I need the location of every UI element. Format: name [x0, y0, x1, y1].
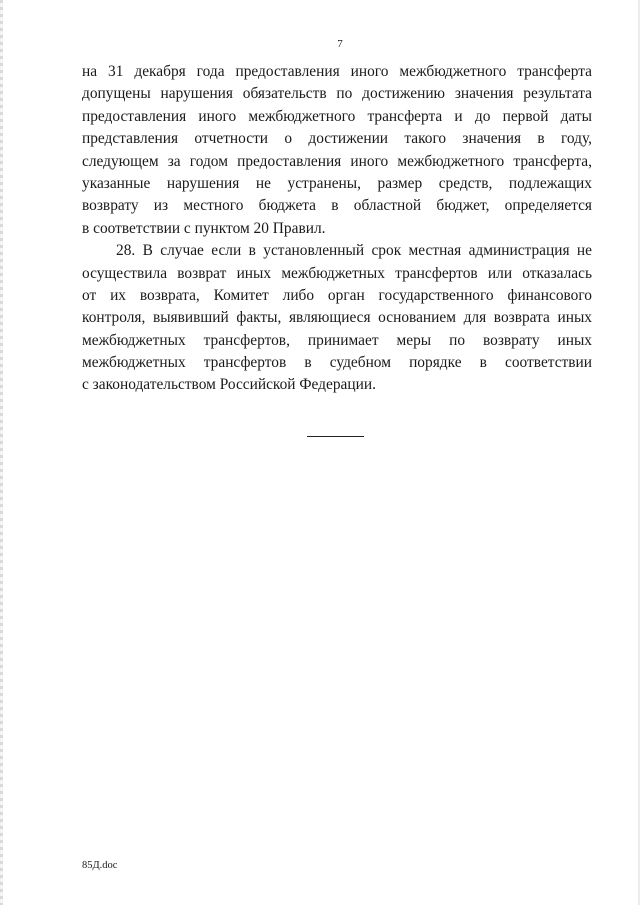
text-line: 28. В случае если в установленный срок местная администрация не — [116, 242, 592, 260]
text-line: межбюджетных трансфертов, принимает меры по возврату иных — [82, 331, 592, 349]
text-line: следующем за годом предоставления иного межбюджетного трансферта, — [82, 152, 592, 170]
paragraph-continuation — [82, 61, 592, 240]
text-line: на 31 декабря года предоставления иного межбюджетного трансферта — [82, 63, 592, 80]
text-line: контроля, выявивший факты, являющиеся основанием для возврата иных — [82, 309, 592, 327]
text-line: предоставления иного межбюджетного трансферта и до первой даты — [82, 107, 592, 125]
text-line: представления отчетности о достижении такого значения в году, — [82, 130, 592, 148]
page-number: 7 — [337, 38, 343, 50]
document-body — [82, 61, 592, 397]
text-line: с законодательством Российской Федерации. — [82, 376, 376, 394]
text-line: указанные нарушения не устранены, размер средств, подлежащих — [82, 174, 592, 192]
text-line: возврату из местного бюджета в областной бюджет, определяется — [82, 197, 592, 215]
scan-edge-left — [0, 0, 3, 905]
text-line: осуществила возврат иных межбюджетных трансфертов или отказалась — [82, 264, 592, 282]
text-line: в соответствии с пунктом 20 Правил. — [82, 219, 326, 237]
text-line: допущены нарушения обязательств по достижению значения результата — [82, 85, 592, 103]
footer-filename: 85Д.doc — [82, 860, 118, 871]
text-line: межбюджетных трансфертов в судебном порядке в соответствии — [82, 354, 592, 372]
end-separator-line — [307, 436, 364, 437]
paragraph-item-28 — [82, 240, 592, 397]
text-line: от их возврата, Комитет либо орган государственного финансового — [82, 286, 592, 304]
